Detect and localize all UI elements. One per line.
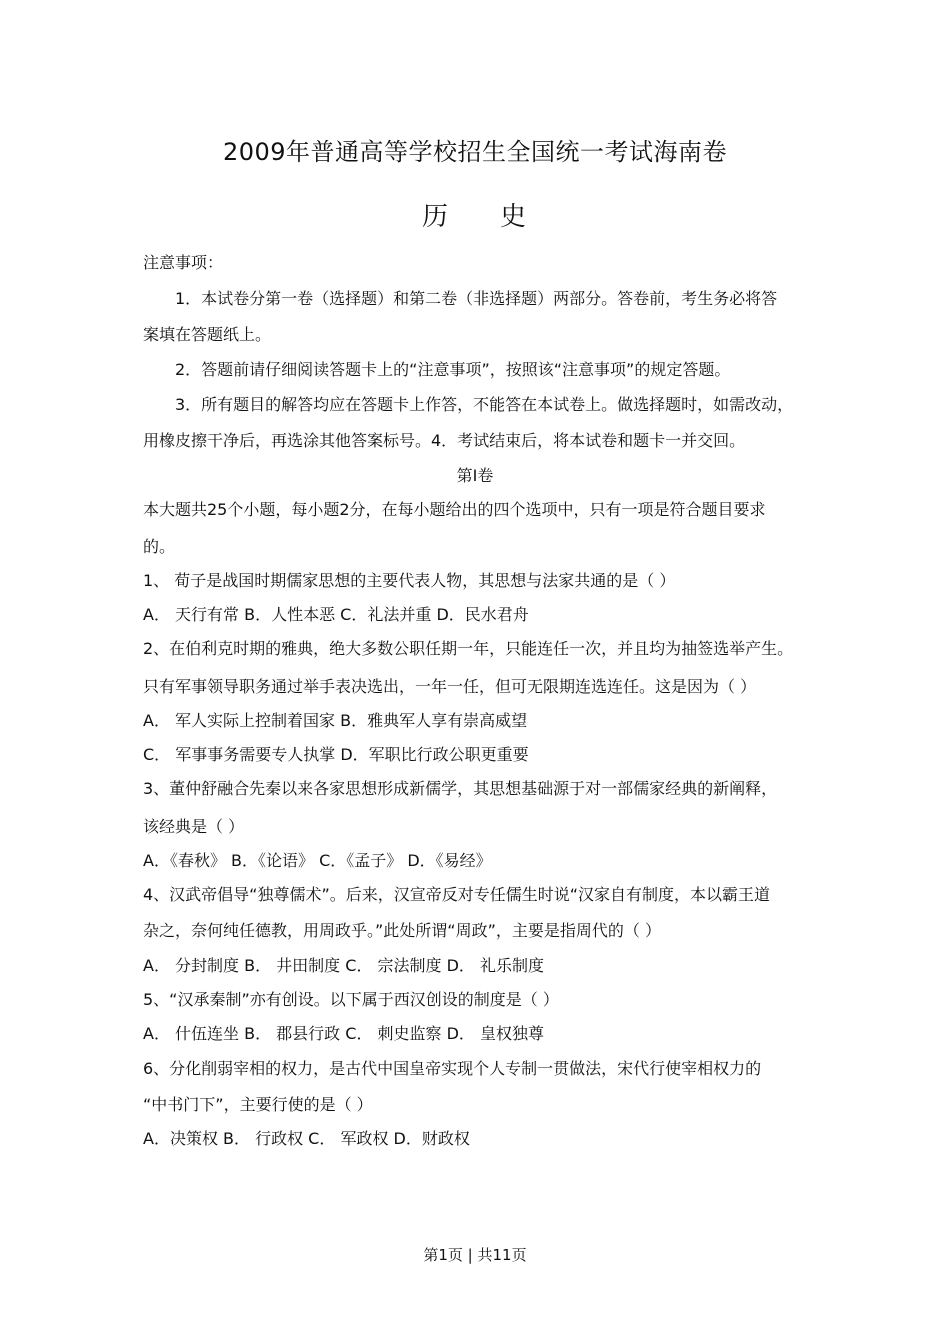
page-title: 2009年普通高等学校招生全国统一考试海南卷 (222, 138, 728, 166)
subject-char-left: 历 (421, 202, 450, 232)
question-3-line-2: 该经典是（ ） (143, 817, 245, 836)
question-4-options: A． 分封制度 B． 井田制度 C． 宗法制度 D． 礼乐制度 (143, 956, 545, 975)
question-2-line-1: 2、在伯利克时期的雅典，绝大多数公职任期一年，只能连任一次，并且均为抽签选举产生。 (143, 639, 794, 658)
notice-item-1-line-1: 1．本试卷分第一卷（选择题）和第二卷（非选择题）两部分。答卷前，考生务必将答 (175, 289, 778, 308)
question-1-options: A． 天行有常 B．人性本恶 C．礼法并重 D．民水君舟 (143, 605, 529, 624)
question-6-line-2: “中书门下”，主要行使的是（ ） (143, 1095, 373, 1114)
question-2-options-2: C． 军事事务需要专人执掌 D．军职比行政公职更重要 (143, 745, 529, 764)
subject-heading (0, 196, 950, 233)
question-4-line-1: 4、汉武帝倡导“独尊儒术”。后来，汉宣帝反对专任儒生时说“汉家自有制度，本以霸王道 (143, 885, 771, 904)
question-2-options-1: A． 军人实际上控制着国家 B．雅典军人享有崇高威望 (143, 711, 528, 730)
notice-item-3-line-1: 3．所有题目的解答均应在答题卡上作答，不能答在本试卷上。做选择题时，如需改动， (175, 395, 794, 414)
notice-heading: 注意事项： (143, 253, 224, 272)
notice-item-1-line-2: 案填在答题纸上。 (143, 325, 272, 344)
section-intro-line-2: 的。 (143, 537, 176, 556)
section-intro-line-1: 本大题共25个小题，每小题2分，在每小题给出的四个选项中，只有一项是符合题目要求 (143, 500, 766, 519)
question-5-options: A． 什伍连坐 B． 郡县行政 C． 刺史监察 D． 皇权独尊 (143, 1024, 545, 1043)
subject-char-right: 史 (500, 202, 529, 232)
question-6-line-1: 6、分化削弱宰相的权力，是古代中国皇帝实现个人专制一贯做法，宋代行使宰相权力的 (143, 1059, 762, 1078)
question-2-line-2: 只有军事领导职务通过举手表决选出，一年一任，但可无限期连选连任。这是因为（ ） (143, 677, 757, 696)
question-6-options: A．决策权 B． 行政权 C． 军政权 D．财政权 (143, 1129, 470, 1148)
page-footer: 第1页 | 共11页 (423, 1246, 527, 1264)
question-3-options: A．《春秋》 B．《论语》 C．《孟子》 D．《易经》 (143, 851, 492, 870)
question-3-line-1: 3、董仲舒融合先秦以来各家思想形成新儒学，其思想基础源于对一部儒家经典的新阐释， (143, 779, 778, 798)
section-title: 第Ⅰ卷 (456, 466, 494, 485)
notice-item-2: 2．答题前请仔细阅读答题卡上的“注意事项”，按照该“注意事项”的规定答题。 (175, 360, 731, 379)
question-1: 1、 荀子是战国时期儒家思想的主要代表人物，其思想与法家共通的是（ ） (143, 571, 676, 590)
question-5: 5、“汉承秦制”亦有创设。以下属于西汉创设的制度是（ ） (143, 990, 559, 1009)
question-4-line-2: 杂之，奈何纯任德教，用周政乎。”此处所谓“周政”，主要是指周代的（ ） (143, 921, 661, 940)
notice-item-3-line-2: 用橡皮擦干净后，再选涂其他答案标号。4．考试结束后，将本试卷和题卡一并交回。 (143, 431, 746, 450)
